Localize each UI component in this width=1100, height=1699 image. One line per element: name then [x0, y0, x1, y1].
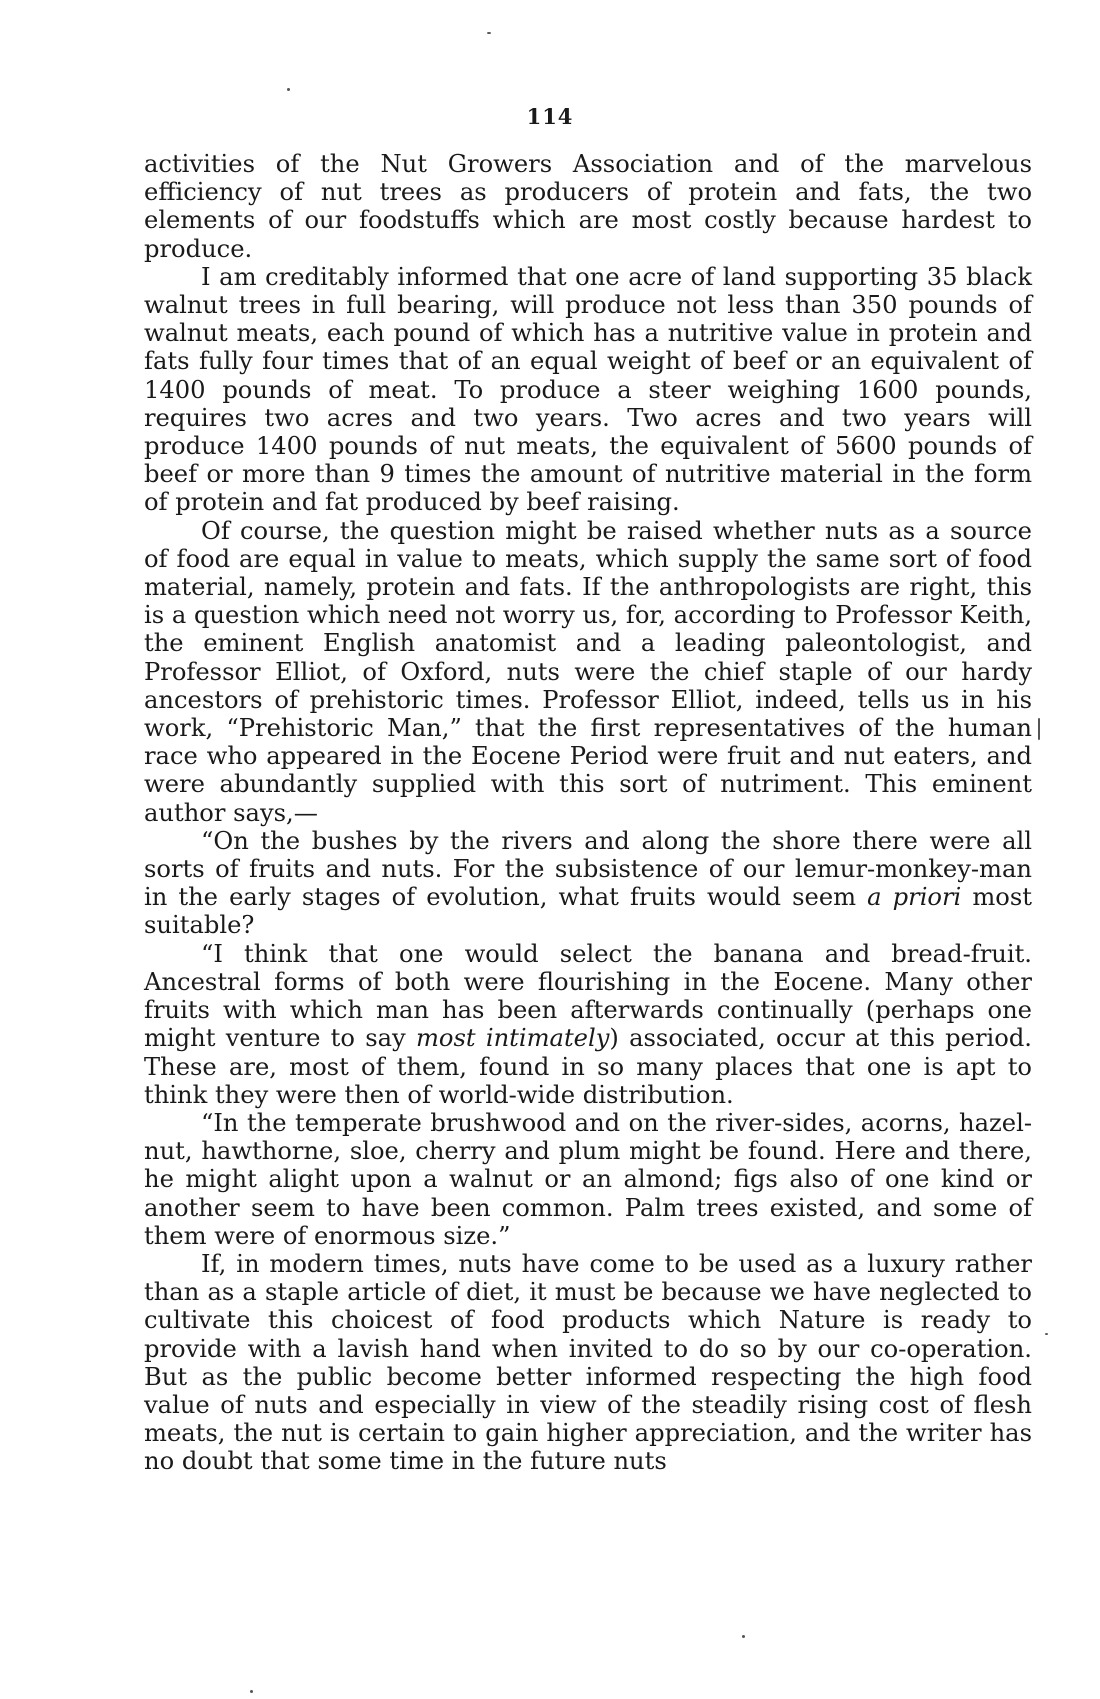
text-segment: activities of the Nut Growers Association and of the marvelous efficiency of nut trees as producers of protein and fats, the two elements of our foodstuffs which are most costly because hardest to produce.: [144, 150, 1032, 263]
paragraph: [144, 1250, 1032, 1476]
paragraph: [144, 827, 1032, 940]
paragraph: [144, 1109, 1032, 1250]
scan-speck: [287, 88, 290, 91]
paragraph: [144, 940, 1032, 1109]
text-segment: most suitable?: [144, 883, 1032, 940]
paragraph: [144, 517, 1032, 827]
text-segment: “In the temperate brushwood and on the river-sides, acorns, hazel-nut, hawthorne, sloe, cherry and plum might be found. Here and there, he might alight upon a walnut or an almond; figs also of one kind or another seem to have been common. Palm trees existed, and some of them were of enormous size.”: [144, 1108, 1032, 1250]
paragraph: [144, 263, 1032, 517]
text-segment: I am creditably informed that one acre of land supporting 35 black walnut trees in full bearing, will produce not less than 350 pounds of walnut meats, each pound of which has a nutritive value in protein and fats fully four times that of an equal weight of beef or an equivalent of 1400 pounds of meat. To produce a steer weighing 1600 pounds, requires two acres and two years. Two acres and two years will produce 1400 pounds of nut meats, the equivalent of 5600 pounds of beef or more than 9 times the amount of nutritive material in the form of protein and fat produced by beef raising.: [144, 262, 1032, 517]
text-segment: ) associated, occur at this period. These are, most of them, found in so many places that one is apt to think they were then of world-wide distribution.: [144, 1024, 1032, 1109]
paragraph: [144, 150, 1032, 263]
text-segment: Of course, the question might be raised whether nuts as a source of food are equal in value to meats, which supply the same sort of food material, namely, protein and fats. If the anthropologists are right, this is a question which need not worry us, for, according to Professor Keith, the eminent English anatomist and a leading paleontologist, and Professor Elliot, of Oxford, nuts were the chief staple of our hardy ancestors of prehistoric times. Professor Elliot, indeed, tells us in his work, “Prehistoric Man,” that the first representatives of the human race who appeared in the Eocene Period were fruit and nut eaters, and were abundantly supplied with this sort of nutriment. This eminent author says,—: [144, 516, 1033, 827]
text-segment: “I think that one would select the banana and bread-fruit. Ancestral forms of both were flourishing in the Eocene. Many other fruits with which man has been afterwards continually (perhaps one might venture to say: [144, 939, 1032, 1053]
text-segment: “On the bushes by the rivers and along the shore there were all sorts of fruits and nuts. For the subsistence of our lemur-monkey-man in the early stages of evolution, what fruits would seem: [144, 826, 1032, 912]
scan-speck: [1038, 718, 1040, 740]
scan-speck: [742, 1635, 745, 1638]
italic-text: most intimately: [415, 1024, 610, 1053]
scan-speck: [1045, 1333, 1048, 1335]
scan-speck: [250, 1690, 253, 1693]
text-segment: If, in modern times, nuts have come to be used as a luxury rather than as a staple article of diet, it must be because we have neglected to cultivate this choicest of food products which Nature is ready to provide with a lavish hand when invited to do so by our co-operation. But as the public become better informed respecting the high food value of nuts and especially in view of the steadily rising cost of flesh meats, the nut is certain to gain higher appreciation, and the writer has no doubt that some time in the future nuts: [144, 1249, 1032, 1476]
italic-text: a priori: [867, 883, 962, 912]
body-text: [144, 150, 1032, 1476]
page-number: 114: [526, 104, 574, 129]
scan-speck: [487, 32, 491, 34]
